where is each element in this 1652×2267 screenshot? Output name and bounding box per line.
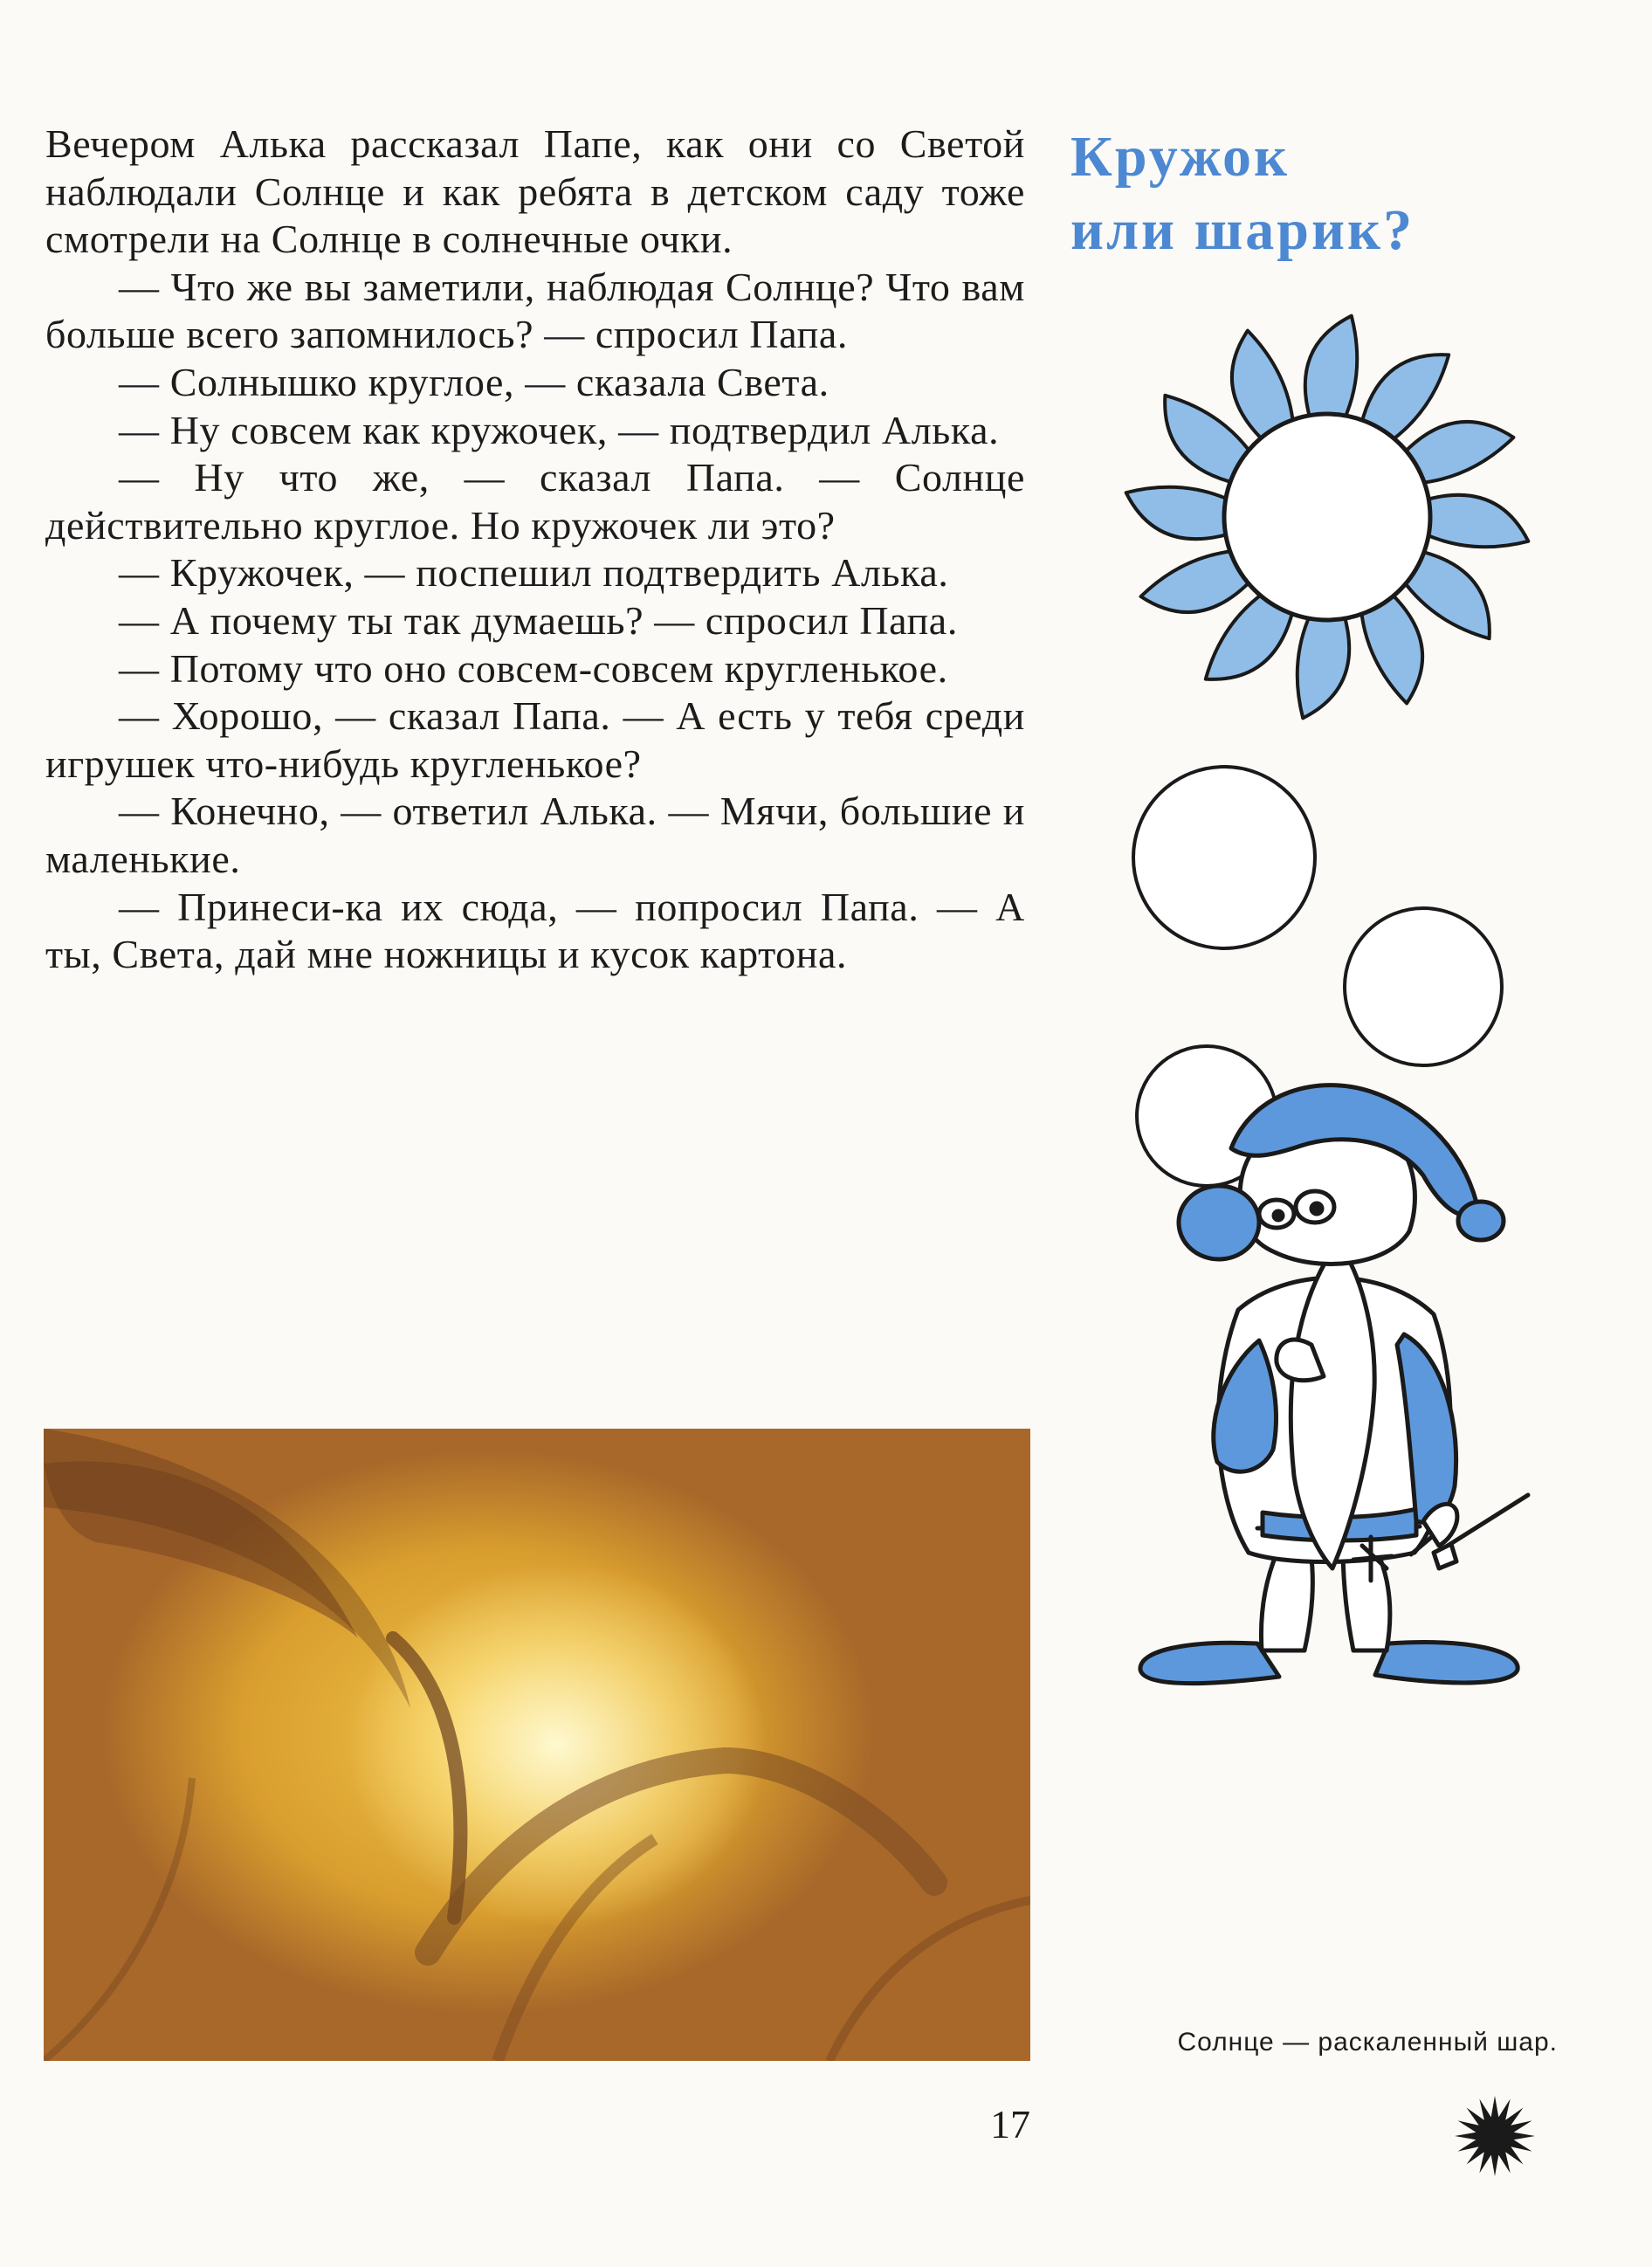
paragraph-dialogue: — Ну совсем как кружочек, — подтвердил Алька. — [119, 407, 1000, 452]
sun-illustration-icon — [1126, 316, 1529, 719]
sun-photo — [44, 1429, 1030, 2061]
paragraph-intro: Вечером Алька рассказал Папе, как они со Светой наблюдали Солнце и как ребята в детском саду тоже смотрели на Солнце в солнечные очки. — [45, 121, 1025, 262]
illustration-column — [1109, 288, 1563, 1738]
paragraph-dialogue: — Потому что оно совсем-совсем кругленькое. — [119, 645, 948, 691]
paragraph-dialogue: — Хорошо, — сказал Папа. — А есть у тебя среди игрушек что-нибудь кругленькое? — [45, 693, 1025, 786]
ball-circle-medium — [1345, 908, 1502, 1065]
photo-caption: Солнце — раскаленный шар. — [1177, 2028, 1558, 2057]
chapter-title — [1070, 121, 1559, 267]
paragraph-dialogue: — Солнышко круглое, — сказала Света. — [119, 359, 829, 404]
story-text — [45, 121, 1025, 979]
chapter-title-line-1: Кружок — [1070, 125, 1291, 189]
paragraph-dialogue: — Кружочек, — поспешил подтвердить Алька. — [119, 550, 949, 596]
corner-sun-icon — [1451, 2092, 1538, 2180]
paragraph-dialogue: — Конечно, — ответил Алька. — Мячи, большие и маленькие. — [45, 789, 1025, 881]
paragraph-dialogue: — Ну что же, — сказал Папа. — Солнце действительно круглое. Но кружочек ли это? — [45, 455, 1025, 548]
chapter-title-line-2: или шарик? — [1070, 198, 1415, 262]
paragraph-dialogue: — А почему ты так думаешь? — спросил Папа. — [119, 597, 958, 643]
ball-circle-large — [1133, 767, 1315, 948]
paragraph-dialogue: — Принеси-ка их сюда, — попросил Папа. — А ты, Света, дай мне ножницы и кусок картона. — [45, 884, 1025, 977]
paragraph-dialogue: — Что же вы заметили, наблюдая Солнце? Что вам больше всего запомнилось? — спросил Папа. — [45, 264, 1025, 357]
page-number: 17 — [990, 2102, 1030, 2146]
